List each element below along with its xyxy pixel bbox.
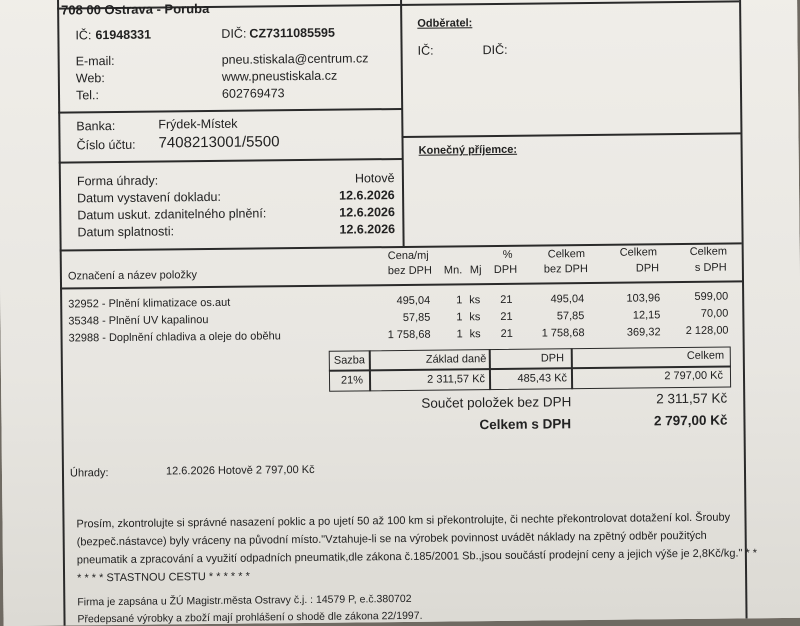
account-value: 7408213001/5500 xyxy=(158,133,280,152)
hdr-price-1: Cena/mj xyxy=(387,249,429,263)
item-name: 32952 - Plnění klimatizace os.aut xyxy=(68,296,231,311)
item-gross: 599,00 xyxy=(694,290,729,303)
item-pct: 21 xyxy=(500,310,513,323)
hdr-unit: Mj xyxy=(469,264,482,277)
net-label: Součet položek bez DPH xyxy=(421,394,572,411)
hdr-item-name: Označení a název položky xyxy=(67,269,198,283)
hdr-gross-1: Celkem xyxy=(689,245,728,258)
supplier-city: 708 00 Ostrava - Poruba xyxy=(61,0,210,18)
item-total: 495,04 xyxy=(550,293,585,306)
item-vat: 369,32 xyxy=(626,326,661,339)
note-line-5: Firma je zapsána u ŽÚ Magistr.města Ostravy č.j. : 14579 P, e.č.380702 xyxy=(77,592,412,609)
supplier-tel-label: Tel.: xyxy=(75,88,100,103)
item-price: 57,85 xyxy=(402,311,431,324)
hdr-price-2: bez DPH xyxy=(387,264,432,278)
supplier-ic-value: 61948331 xyxy=(95,27,152,43)
bank-value: Frýdek-Místek xyxy=(158,116,238,132)
item-total: 1 758,68 xyxy=(541,327,585,340)
issue-date-label: Datum vystavení dokladu: xyxy=(77,189,222,206)
vat-h-rate: Sazba xyxy=(333,354,366,367)
note-line-2: (bezpeč.nástavce) byly vráceny na původní místo."Vztahuje-li se na výrobek povinnost uvádět náklady na zpětný odběr použitých xyxy=(76,529,707,549)
vat-h-base: Základ daně xyxy=(425,353,487,366)
item-price: 1 758,68 xyxy=(387,328,431,342)
hdr-vat-2: DPH xyxy=(635,262,660,275)
vat-base: 2 311,57 Kč xyxy=(427,373,486,386)
payment-form-label: Forma úhrady: xyxy=(76,173,159,189)
vat-h-vat: DPH xyxy=(540,352,565,365)
customer-title: Odběratel: xyxy=(417,17,473,30)
tax-date-label: Datum uskut. zdanitelného plnění: xyxy=(77,206,267,223)
vat-h-total: Celkem xyxy=(686,349,725,363)
note-line-6: Předepsané výrobky a zboží mají prohlášení o shodě dle zákona 22/1997. xyxy=(77,609,423,626)
item-pct: 21 xyxy=(500,293,513,306)
supplier-ic-label: IČ: xyxy=(75,28,92,43)
note-line-1: Prosím, zkontrolujte si správné nasazení poklic a po ujetí 50 až 100 km si překontrolujte, či nechte překontrolovat dotažení kol. Šrouby xyxy=(76,511,731,531)
item-gross: 2 128,00 xyxy=(685,324,729,338)
item-price: 495,04 xyxy=(396,294,431,308)
supplier-dic-value: CZ7311085595 xyxy=(249,25,335,41)
vat-total: 2 797,00 Kč xyxy=(664,369,724,383)
gross-label: Celkem s DPH xyxy=(479,416,572,433)
customer-dic-label: DIČ: xyxy=(482,42,508,58)
supplier-web-value: www.pneustiskala.cz xyxy=(221,68,338,84)
issue-date-value: 12.6.2026 xyxy=(339,188,395,203)
customer-ic-label: IČ: xyxy=(417,43,434,58)
payments-label: Úhrady: xyxy=(69,467,109,480)
item-vat: 103,96 xyxy=(626,292,661,305)
due-date-value: 12.6.2026 xyxy=(339,222,396,237)
supplier-email-label: E-mail: xyxy=(75,53,115,69)
hdr-pct-1: % xyxy=(502,248,513,261)
payments-value: 12.6.2026 Hotově 2 797,00 Kč xyxy=(165,463,315,478)
vat-rate: 21% xyxy=(340,374,364,387)
due-date-label: Datum splatnosti: xyxy=(77,224,175,240)
item-qty: 1 xyxy=(456,328,463,341)
note-line-3: pneumatik a zpracování a využití odpadních pneumatik,dle zákona č.185/2001 Sb.,jsou součástí prodejní ceny a jejich výše je 2,8Kč/kg." * * xyxy=(76,547,758,567)
hdr-total-1: Celkem xyxy=(547,248,586,261)
item-qty: 1 xyxy=(456,311,463,324)
note-line-4: * * * * STASTNOU CESTU * * * * * * xyxy=(77,570,250,585)
hdr-gross-2: s DPH xyxy=(694,261,727,274)
item-unit: ks xyxy=(469,294,481,307)
net-value: 2 311,57 Kč xyxy=(656,390,728,407)
item-gross: 70,00 xyxy=(700,307,729,320)
item-pct: 21 xyxy=(500,327,513,340)
item-unit: ks xyxy=(469,311,481,324)
tax-date-value: 12.6.2026 xyxy=(339,205,395,220)
item-name: 32988 - Doplnění chladiva a oleje do oběhu xyxy=(68,330,281,345)
account-label: Číslo účtu: xyxy=(76,137,136,153)
supplier-email-value: pneu.stiskala@centrum.cz xyxy=(221,51,369,67)
supplier-web-label: Web: xyxy=(75,71,105,86)
supplier-tel-value: 602769473 xyxy=(221,86,285,101)
supplier-dic-label: DIČ: xyxy=(221,26,247,41)
hdr-qty: Mn. xyxy=(443,264,463,277)
item-total: 57,85 xyxy=(556,310,585,323)
item-unit: ks xyxy=(469,328,481,341)
payment-form-value: Hotově xyxy=(354,171,395,186)
recipient-title: Konečný příjemce: xyxy=(418,143,518,157)
item-qty: 1 xyxy=(456,294,463,307)
item-vat: 12,15 xyxy=(632,309,661,322)
gross-value: 2 797,00 Kč xyxy=(653,412,728,429)
hdr-total-2: bez DPH xyxy=(543,263,588,276)
hdr-pct-2: DPH xyxy=(493,263,518,277)
item-name: 35348 - Plnění UV kapalinou xyxy=(68,314,209,328)
hdr-vat-1: Celkem xyxy=(619,246,658,259)
vat-amount: 485,43 Kč xyxy=(517,372,568,385)
bank-label: Banka: xyxy=(76,118,116,134)
